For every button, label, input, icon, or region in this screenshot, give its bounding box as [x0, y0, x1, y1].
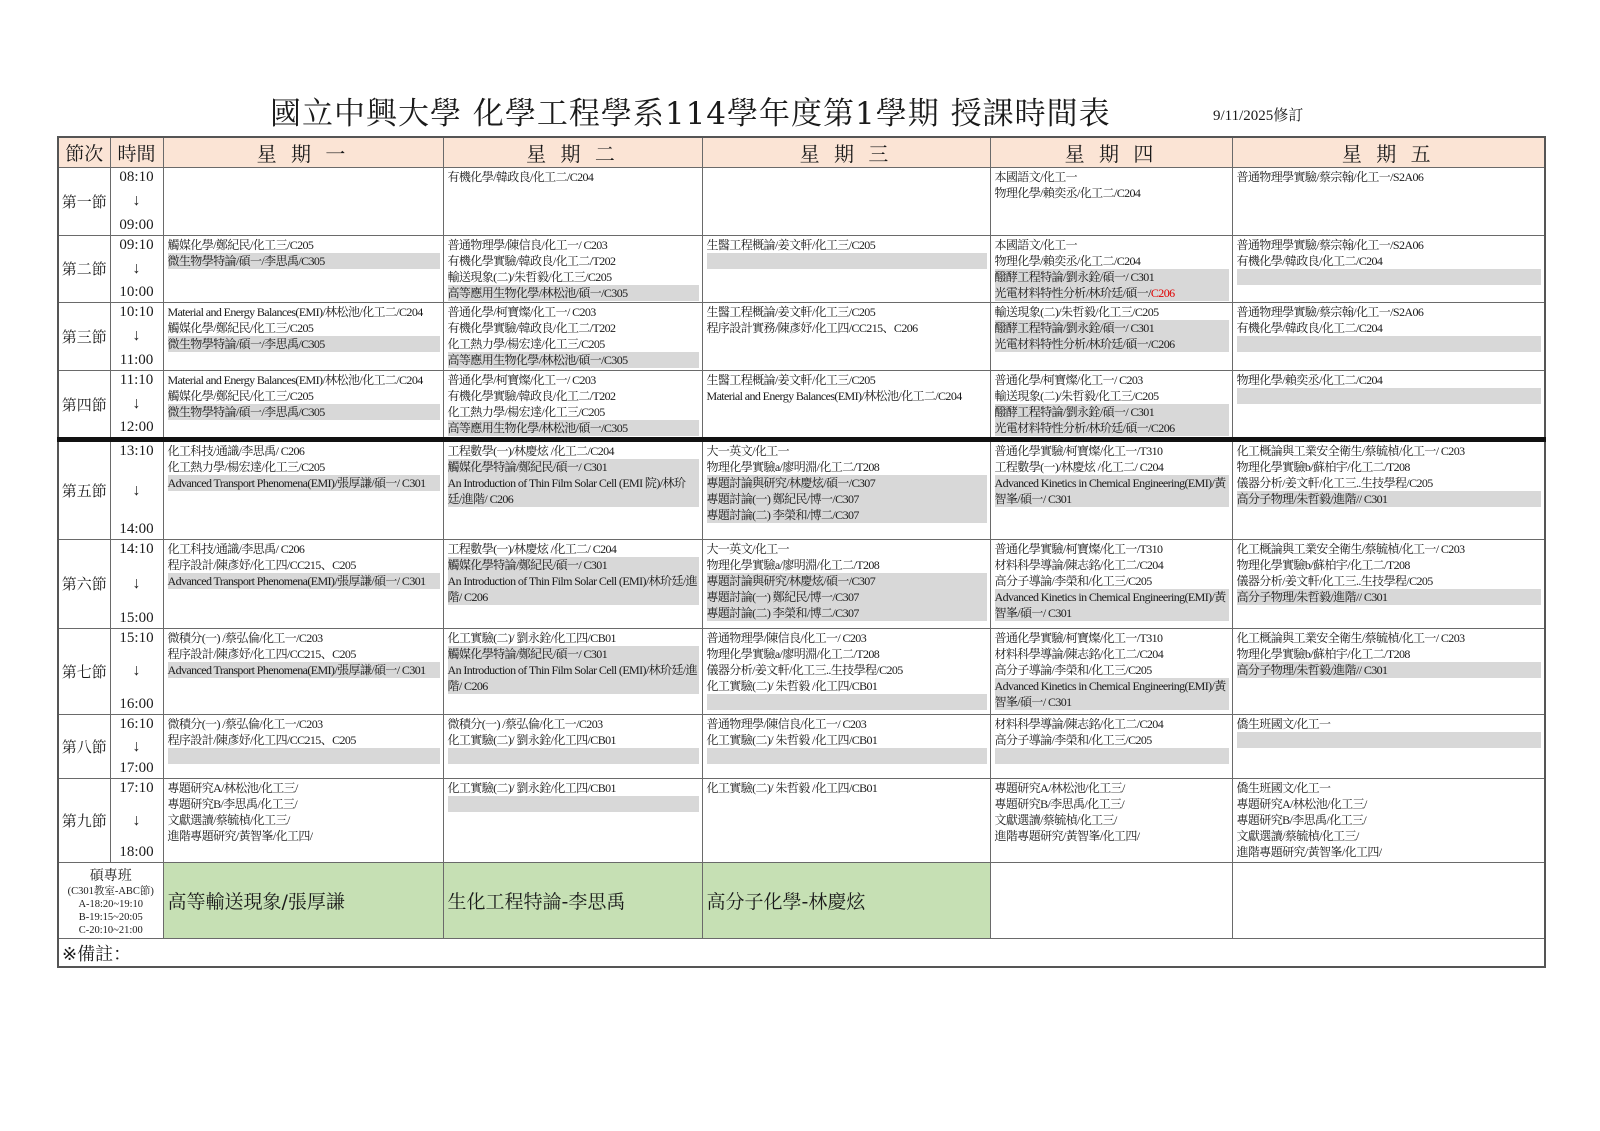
- master-class-room: (C301教室-ABC節): [67, 885, 154, 897]
- time-cell: [110, 628, 163, 714]
- course-entry: 大一英文/化工一: [706, 444, 790, 459]
- course-entry: 有機化學實驗/韓政良/化工二/T202: [447, 321, 616, 336]
- course-entry: 生醫工程概論/姜文軒/化工三/C205: [706, 372, 876, 387]
- day-cell: [702, 539, 990, 628]
- day-cell: [443, 628, 702, 714]
- master-course-cell: [1232, 863, 1545, 939]
- course-entry: 儀器分析/姜文軒/化工三..生技學程/C205: [1236, 476, 1433, 491]
- day-cell: [702, 168, 990, 236]
- course-entry: 普通物理學/陳信良/化工一/ C203: [706, 630, 867, 645]
- period-row: [58, 628, 1545, 714]
- day-cell: [443, 370, 702, 440]
- master-class-slot: A-18:20~19:10: [78, 898, 144, 910]
- day-cell: [163, 440, 443, 539]
- course-entry: 物理化學實驗a/廖明淵/化工二/T208: [706, 460, 880, 475]
- master-course-cell: [990, 863, 1232, 939]
- down-arrow-icon: ↓: [132, 481, 141, 499]
- course-entry: 觸媒化學特論/鄭紀民/碩一/ C301: [448, 557, 699, 573]
- master-class-slot: C-20:10~21:00: [78, 924, 143, 936]
- day-cell: [1232, 440, 1545, 539]
- course-entry: 化工概論與工業安全衛生/蔡毓楨/化工一/ C203: [1236, 541, 1465, 556]
- day-cell: [1232, 235, 1545, 303]
- period-row: [58, 235, 1545, 303]
- course-entry: 普通化學實驗/柯寶燦/化工一/T310: [994, 444, 1163, 459]
- course-entry: 專題研究B/李思禹/化工三/: [167, 797, 298, 812]
- period-label: 第二節: [58, 235, 110, 303]
- course-entry: 材料科學導論/陳志銘/化工二/C204: [994, 716, 1164, 731]
- end-time: 16:00: [119, 695, 154, 712]
- course-entry: 工程數學(一)/林慶炫 /化工二/ C204: [447, 541, 617, 556]
- course-entry: 專題討論(一) 鄭紀民/博一/C307: [707, 491, 987, 507]
- master-course: 生化工程特論-李思禹: [447, 891, 626, 914]
- course-entry: 生醫工程概論/姜文軒/化工三/C205: [706, 305, 876, 320]
- course-entry: 有機化學/韓政良/化工二/C204: [447, 170, 594, 184]
- course-entry: Material and Energy Balances(EMI)/林松池/化工二/C204: [167, 372, 423, 387]
- day-cell: [1232, 370, 1545, 440]
- day-cell: [163, 235, 443, 303]
- course-entry: 光電材料特性分析/林玠廷/碩一/C206: [995, 420, 1229, 436]
- header-day: 星 期 二: [443, 137, 702, 168]
- course-entry: Advanced Kinetics in Chemical Engineering(EMI)/黃智峯/碩一/ C301: [995, 678, 1229, 710]
- course-entry: 物理化學實驗b/蘇柏宇/化工二/T208: [1236, 460, 1410, 475]
- day-cell: [990, 539, 1232, 628]
- end-time: 15:00: [119, 609, 154, 626]
- period-row: [58, 440, 1545, 539]
- period-row: [58, 370, 1545, 440]
- day-cell: [163, 628, 443, 714]
- course-entry: 微生物學特論/碩一/李思禹/C305: [168, 253, 440, 269]
- period-label: 第九節: [58, 779, 110, 863]
- course-entry: 觸媒化學特論/鄭紀民/碩一/ C301: [448, 646, 699, 662]
- room-highlight: C206: [1150, 285, 1175, 300]
- start-time: 14:10: [119, 540, 154, 557]
- course-entry: 有機化學實驗/韓政良/化工二/T202: [447, 253, 616, 268]
- day-cell: [443, 235, 702, 303]
- course-entry: [707, 748, 987, 764]
- day-cell: [1232, 539, 1545, 628]
- day-cell: [702, 440, 990, 539]
- course-entry: 普通化學實驗/柯寶燦/化工一/T310: [994, 541, 1163, 556]
- header-row: [58, 137, 1545, 168]
- day-cell: [443, 303, 702, 371]
- course-entry: [707, 253, 987, 269]
- course-entry: 物理化學/賴奕丞/化工二/C204: [1236, 372, 1383, 387]
- day-cell: [163, 714, 443, 779]
- end-time: 14:00: [119, 520, 154, 537]
- course-entry: 專題討論(二) 李榮和/博二/C307: [707, 507, 987, 523]
- day-cell: [443, 440, 702, 539]
- period-row: [58, 303, 1545, 371]
- start-time: 09:10: [119, 236, 154, 253]
- course-entry: 僑生班國文/化工一: [1236, 781, 1331, 796]
- day-cell: [702, 370, 990, 440]
- course-entry: 普通物理學/陳信良/化工一/ C203: [447, 237, 608, 252]
- course-entry: 文獻選讀/蔡毓楨/化工三/: [994, 813, 1117, 828]
- course-entry: Advanced Kinetics in Chemical Engineering(EMI)/黃智峯/碩一/ C301: [995, 475, 1229, 507]
- course-entry: 微積分(一) /蔡弘倫/化工一/C203: [447, 716, 603, 731]
- course-entry: 普通物理學實驗/蔡宗翰/化工一/S2A06: [1236, 170, 1424, 184]
- course-entry: 普通物理學實驗/蔡宗翰/化工一/S2A06: [1236, 305, 1424, 320]
- course-entry: 專題討論與研究/林慶炫/碩一/C307: [707, 573, 987, 589]
- master-course: 高分子化學-林慶炫: [706, 891, 866, 914]
- course-entry: 程序設計實務/陳彥妤/化工四/CC215、C206: [706, 321, 918, 336]
- down-arrow-icon: ↓: [132, 259, 141, 277]
- course-entry: 程序設計/陳彥妤/化工四/CC215、C205: [167, 646, 356, 661]
- day-cell: [990, 303, 1232, 371]
- course-entry: 高分子物理/朱哲毅/進階// C301: [1237, 589, 1542, 605]
- course-entry: 儀器分析/姜文軒/化工三..生技學程/C205: [706, 662, 903, 677]
- start-time: 16:10: [119, 715, 154, 732]
- course-entry: 高分子導論/李榮和/化工三/C205: [994, 732, 1152, 747]
- start-time: 15:10: [119, 629, 154, 646]
- time-cell: [110, 303, 163, 371]
- course-entry: 物理化學實驗a/廖明淵/化工二/T208: [706, 557, 880, 572]
- period-label: 第四節: [58, 370, 110, 440]
- course-entry: 化工科技/通識/李思禹/ C206: [167, 541, 305, 556]
- end-time: 18:00: [119, 844, 154, 861]
- course-entry: Material and Energy Balances(EMI)/林松池/化工二/C204: [706, 388, 962, 403]
- course-entry: 物理化學實驗a/廖明淵/化工二/T208: [706, 646, 880, 661]
- start-time: 11:10: [119, 371, 154, 388]
- course-entry: 普通化學/柯寶燦/化工一/ C203: [447, 372, 596, 387]
- course-entry: 有機化學/韓政良/化工二/C204: [1236, 253, 1383, 268]
- time-cell: [110, 539, 163, 628]
- period-label: 第三節: [58, 303, 110, 371]
- course-entry: 物理化學實驗b/蘇柏宇/化工二/T208: [1236, 557, 1410, 572]
- day-cell: [163, 303, 443, 371]
- course-entry: 文獻選讀/蔡毓楨/化工三/: [1236, 829, 1359, 844]
- header-day: 星 期 四: [990, 137, 1232, 168]
- course-entry: Advanced Transport Phenomena(EMI)/張厚謙/碩一/ C301: [168, 475, 440, 491]
- course-entry: 文獻選讀/蔡毓楨/化工三/: [167, 813, 290, 828]
- course-entry: 高分子物理/朱哲毅/進階// C301: [1237, 662, 1542, 678]
- course-text: 光電材料特性分析/林玠廷/碩一/: [994, 285, 1151, 300]
- course-entry: 專題討論與研究/林慶炫/碩一/C307: [707, 475, 987, 491]
- course-entry: 化工熱力學/楊宏達/化工三/C205: [447, 404, 605, 419]
- day-cell: [1232, 628, 1545, 714]
- course-entry: 專題研究B/李思禹/化工三/: [994, 797, 1125, 812]
- course-entry: 大一英文/化工一: [706, 541, 790, 556]
- course-entry: 化工實驗(二)/ 劉永銓/化工四/CB01: [447, 781, 616, 796]
- end-time: 10:00: [119, 284, 154, 301]
- course-entry: 進階專題研究/黃智峯/化工四/: [167, 829, 313, 844]
- course-entry: [995, 285, 1229, 301]
- course-entry: 高等應用生物化學/林松池/碩一/C305: [448, 420, 699, 436]
- period-row: [58, 539, 1545, 628]
- course-entry: 光電材料特性分析/林玠廷/碩一/C206: [995, 336, 1229, 352]
- end-time: 12:00: [119, 419, 154, 436]
- course-entry: [448, 796, 699, 812]
- period-label: 第六節: [58, 539, 110, 628]
- day-cell: [1232, 714, 1545, 779]
- day-cell: [990, 440, 1232, 539]
- master-class-title: 碩專班: [89, 867, 132, 884]
- day-cell: [702, 628, 990, 714]
- day-cell: [990, 714, 1232, 779]
- day-cell: [163, 168, 443, 236]
- course-entry: 觸媒化學特論/鄭紀民/碩一/ C301: [448, 459, 699, 475]
- course-entry: [448, 748, 699, 764]
- day-cell: [990, 370, 1232, 440]
- remark: ※備註：: [58, 939, 1545, 967]
- course-entry: 化工概論與工業安全衛生/蔡毓楨/化工一/ C203: [1236, 630, 1465, 645]
- course-entry: An Introduction of Thin Film Solar Cell (EMI)/林玠廷/進階/ C206: [447, 662, 697, 693]
- course-entry: 物理化學/賴奕丞/化工二/C204: [994, 253, 1141, 268]
- start-time: 10:10: [119, 304, 154, 321]
- page-title: 國立中興大學 化學工程學系114學年度第1學期 授課時間表: [270, 96, 1111, 132]
- end-time: 17:00: [119, 760, 154, 777]
- course-entry: 醱酵工程特論/劉永銓/碩一/ C301: [995, 404, 1229, 420]
- course-entry: [707, 694, 987, 710]
- day-cell: [163, 370, 443, 440]
- course-entry: 化工實驗(二)/ 劉永銓/化工四/CB01: [447, 630, 616, 645]
- course-entry: 高分子導論/李榮和/化工三/C205: [994, 662, 1152, 677]
- course-entry: 化工實驗(二)/ 劉永銓/化工四/CB01: [447, 732, 616, 747]
- course-entry: 高等應用生物化學/林松池/碩一/C305: [448, 352, 699, 368]
- master-course-cell: [443, 863, 702, 939]
- day-cell: [702, 779, 990, 863]
- course-entry: 普通物理學實驗/蔡宗翰/化工一/S2A06: [1236, 237, 1424, 252]
- course-entry: 材料科學導論/陳志銘/化工二/C204: [994, 646, 1164, 661]
- course-entry: 普通物理學/陳信良/化工一/ C203: [706, 716, 867, 731]
- course-entry: 程序設計/陳彥妤/化工四/CC215、C205: [167, 732, 356, 747]
- course-entry: 物理化學/賴奕丞/化工二/C204: [994, 186, 1141, 200]
- course-entry: Material and Energy Balances(EMI)/林松池/化工二/C204: [167, 305, 423, 320]
- course-entry: [995, 748, 1229, 764]
- course-entry: 有機化學實驗/韓政良/化工二/T202: [447, 388, 616, 403]
- course-entry: 專題研究B/李思禹/化工三/: [1236, 813, 1367, 828]
- period-row: [58, 714, 1545, 779]
- header-day: 星 期 三: [702, 137, 990, 168]
- course-entry: 醱酵工程特論/劉永銓/碩一/ C301: [995, 320, 1229, 336]
- course-entry: 工程數學(一)/林慶炫 /化工二/ C204: [994, 460, 1164, 475]
- revision-date: 9/11/2025修訂: [1213, 108, 1304, 124]
- course-entry: 化工概論與工業安全衛生/蔡毓楨/化工一/ C203: [1236, 444, 1465, 459]
- course-entry: 高分子物理/朱哲毅/進階// C301: [1237, 491, 1542, 507]
- course-entry: 專題研究A/林松池/化工三/: [167, 781, 298, 796]
- day-cell: [702, 235, 990, 303]
- master-course-cell: [702, 863, 990, 939]
- header-day: 星 期 五: [1232, 137, 1545, 168]
- course-entry: 有機化學/韓政良/化工二/C204: [1236, 321, 1383, 336]
- down-arrow-icon: ↓: [132, 574, 141, 592]
- down-arrow-icon: ↓: [132, 395, 141, 413]
- course-entry: 觸媒化學/鄭紀民/化工三/C205: [167, 237, 314, 252]
- master-course-cell: [163, 863, 443, 939]
- end-time: 11:00: [119, 351, 154, 368]
- down-arrow-icon: ↓: [132, 192, 141, 210]
- day-cell: [990, 235, 1232, 303]
- course-entry: 化工科技/通識/李思禹/ C206: [167, 444, 305, 459]
- down-arrow-icon: ↓: [132, 737, 141, 755]
- course-entry: 化工熱力學/楊宏達/化工三/C205: [167, 460, 325, 475]
- day-cell: [163, 779, 443, 863]
- course-entry: 微積分(一) /蔡弘倫/化工一/C203: [167, 630, 323, 645]
- course-entry: 化工實驗(二)/ 朱哲毅 /化工四/CB01: [706, 781, 878, 796]
- down-arrow-icon: ↓: [132, 327, 141, 345]
- course-entry: 普通化學實驗/柯寶燦/化工一/T310: [994, 630, 1163, 645]
- course-entry: 本國語文/化工一: [994, 237, 1078, 252]
- course-entry: [1237, 388, 1542, 404]
- day-cell: [1232, 303, 1545, 371]
- course-entry: 生醫工程概論/姜文軒/化工三/C205: [706, 237, 876, 252]
- start-time: 08:10: [119, 169, 154, 185]
- course-entry: 微積分(一) /蔡弘倫/化工一/C203: [167, 716, 323, 731]
- course-entry: 進階專題研究/黃智峯/化工四/: [994, 829, 1140, 844]
- master-class-label: [58, 863, 163, 939]
- header-day: 星 期 一: [163, 137, 443, 168]
- header-period: 節次: [58, 137, 110, 168]
- course-entry: 化工實驗(二)/ 朱哲毅 /化工四/CB01: [706, 678, 878, 693]
- course-entry: 高等應用生物化學/林松池/碩一/C305: [448, 285, 699, 301]
- course-entry: 專題研究A/林松池/化工三/: [994, 781, 1125, 796]
- course-entry: [168, 748, 440, 764]
- time-cell: [110, 370, 163, 440]
- course-entry: 專題研究A/林松池/化工三/: [1236, 797, 1367, 812]
- course-entry: 化工實驗(二)/ 朱哲毅 /化工四/CB01: [706, 732, 878, 747]
- start-time: 17:10: [119, 780, 154, 797]
- day-cell: [443, 168, 702, 236]
- course-entry: 化工熱力學/楊宏達/化工三/C205: [447, 337, 605, 352]
- course-entry: An Introduction of Thin Film Solar Cell (EMI 院)/林玠廷/進階/ C206: [448, 475, 699, 507]
- time-cell: [110, 440, 163, 539]
- title-row: [0, 88, 1600, 132]
- remark-row: [58, 939, 1545, 967]
- course-entry: 程序設計/陳彥妤/化工四/CC215、C205: [167, 557, 356, 572]
- time-cell: [110, 779, 163, 863]
- course-entry: 普通化學/柯寶燦/化工一/ C203: [994, 372, 1143, 387]
- time-cell: [110, 168, 163, 236]
- course-entry: 專題討論(一) 鄭紀民/博一/C307: [707, 589, 987, 605]
- course-entry: 輸送現象(二)/朱哲毅/化工三/C205: [447, 269, 612, 284]
- day-cell: [443, 539, 702, 628]
- time-cell: [110, 235, 163, 303]
- course-entry: 觸媒化學/鄭紀民/化工三/C205: [167, 321, 314, 336]
- course-entry: 儀器分析/姜文軒/化工三..生技學程/C205: [1236, 573, 1433, 588]
- period-label: 第八節: [58, 714, 110, 779]
- course-entry: 微生物學特論/碩一/李思禹/C305: [168, 336, 440, 352]
- day-cell: [990, 779, 1232, 863]
- course-entry: 輸送現象(二)/朱哲毅/化工三/C205: [994, 305, 1159, 320]
- day-cell: [702, 303, 990, 371]
- course-entry: 工程數學(一)/林慶炫 /化工二/C204: [447, 444, 614, 459]
- day-cell: [702, 714, 990, 779]
- course-entry: 微生物學特論/碩一/李思禹/C305: [168, 404, 440, 420]
- period-row: [58, 168, 1545, 236]
- course-entry: Advanced Kinetics in Chemical Engineering(EMI)/黃智峯/碩一/ C301: [995, 589, 1229, 621]
- course-entry: 物理化學實驗b/蘇柏宇/化工二/T208: [1236, 646, 1410, 661]
- day-cell: [1232, 779, 1545, 863]
- course-entry: [1237, 732, 1542, 748]
- period-row: [58, 779, 1545, 863]
- course-entry: [1237, 269, 1542, 285]
- day-cell: [443, 714, 702, 779]
- course-entry: [1237, 336, 1542, 352]
- course-entry: 觸媒化學/鄭紀民/化工三/C205: [167, 388, 314, 403]
- header-time: 時間: [110, 137, 163, 168]
- period-label: 第一節: [58, 168, 110, 236]
- course-entry: Advanced Transport Phenomena(EMI)/張厚謙/碩一/ C301: [168, 662, 440, 678]
- period-label: 第七節: [58, 628, 110, 714]
- timetable: [57, 136, 1546, 968]
- course-entry: 專題討論(二) 李榮和/博二/C307: [707, 605, 987, 621]
- master-class-row: [58, 863, 1545, 939]
- course-entry: 本國語文/化工一: [994, 170, 1078, 184]
- start-time: 13:10: [119, 443, 154, 460]
- course-entry: An Introduction of Thin Film Solar Cell (EMI)/林玠廷/進階/ C206: [447, 573, 697, 604]
- course-entry: 材料科學導論/陳志銘/化工二/C204: [994, 557, 1164, 572]
- master-class-slot: B-19:15~20:05: [78, 911, 143, 923]
- day-cell: [990, 168, 1232, 236]
- course-entry: Advanced Transport Phenomena(EMI)/張厚謙/碩一/ C301: [168, 573, 440, 589]
- day-cell: [443, 779, 702, 863]
- day-cell: [990, 628, 1232, 714]
- day-cell: [1232, 168, 1545, 236]
- course-entry: 普通化學/柯寶燦/化工一/ C203: [447, 305, 596, 320]
- period-label: 第五節: [58, 440, 110, 539]
- course-entry: 進階專題研究/黃智峯/化工四/: [1236, 845, 1382, 860]
- down-arrow-icon: ↓: [132, 811, 141, 829]
- day-cell: [163, 539, 443, 628]
- down-arrow-icon: ↓: [132, 662, 141, 680]
- end-time: 09:00: [119, 216, 154, 233]
- course-entry: 醱酵工程特論/劉永銓/碩一/ C301: [995, 269, 1229, 285]
- time-cell: [110, 714, 163, 779]
- course-entry: 輸送現象(二)/朱哲毅/化工三/C205: [994, 388, 1159, 403]
- course-entry: 高分子導論/李榮和/化工三/C205: [994, 573, 1152, 588]
- master-course: 高等輸送現象/張厚謙: [167, 891, 345, 914]
- course-entry: 僑生班國文/化工一: [1236, 716, 1331, 731]
